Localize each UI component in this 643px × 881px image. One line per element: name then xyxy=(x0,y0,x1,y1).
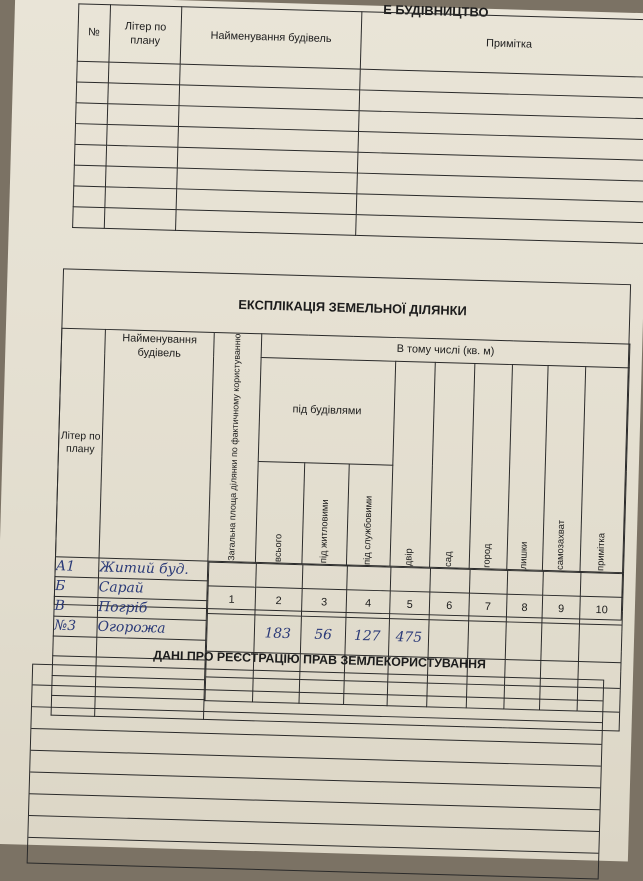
row-liter: №3 xyxy=(53,616,97,637)
col-number: 8 xyxy=(506,594,542,623)
col-header-liter: Літер по плану xyxy=(56,328,106,557)
col-number: 10 xyxy=(580,596,624,625)
row-liter: А1 xyxy=(55,556,99,577)
col-header-surplus: лишки xyxy=(507,365,548,570)
row-name: Житий буд. xyxy=(98,558,207,581)
col-header-residential: під житловими xyxy=(302,462,349,564)
row-name: Сарай xyxy=(98,577,207,600)
explication-title: ЕКСПЛІКАЦІЯ ЗЕМЕЛЬНОЇ ДІЛЯНКИ xyxy=(238,296,467,319)
col-number: 9 xyxy=(542,595,580,624)
row-liter: Б xyxy=(54,576,98,597)
row-name: Погріб xyxy=(97,597,206,620)
row-name: Огорожа xyxy=(97,617,206,640)
value-yard: 475 xyxy=(388,618,429,657)
value-service: 127 xyxy=(345,617,390,656)
col-header-note: Примітка xyxy=(360,12,643,78)
col-header-seized: самозахват xyxy=(542,366,585,571)
top-section-title: Е БУДІВНИЦТВО xyxy=(383,1,489,20)
col-number: 7 xyxy=(469,593,507,622)
col-number: 4 xyxy=(346,589,390,618)
col-number: 6 xyxy=(429,592,469,621)
col-number: 1 xyxy=(207,585,255,614)
col-header-liter: Літер по плану xyxy=(109,5,182,64)
col-header-vegetable: город xyxy=(469,364,512,569)
value-residential: 56 xyxy=(300,616,346,655)
col-header-name: Найменування будівель xyxy=(99,329,214,560)
registration-title: ДАНІ ПРО РЕЄСТРАЦІЮ ПРАВ ЗЕМЛЕКОРИСТУВАННЯ xyxy=(153,648,487,672)
col-header-garden: сад xyxy=(430,362,475,567)
col-header-service: під службовими xyxy=(346,464,392,566)
col-header-total-area: Загальна площа ділянки по фактичному користуванню xyxy=(208,332,262,561)
col-header-yard: двір xyxy=(390,361,435,566)
col-number: 3 xyxy=(301,588,346,617)
col-number: 5 xyxy=(390,590,430,619)
registration-frame xyxy=(27,664,605,880)
value-all: 183 xyxy=(254,614,302,653)
col-header-note: примітка xyxy=(580,367,629,573)
row-liter: В xyxy=(54,596,98,617)
col-number: 2 xyxy=(255,587,302,616)
col-header-incl: В тому числі (кв. м) xyxy=(261,334,630,368)
col-header-no: № xyxy=(77,4,110,62)
col-header-under-buildings: під будівлями xyxy=(258,358,395,465)
col-header-all: всього xyxy=(255,461,304,563)
buildings-table xyxy=(72,3,643,244)
col-header-name: Найменування будівель xyxy=(180,7,362,69)
